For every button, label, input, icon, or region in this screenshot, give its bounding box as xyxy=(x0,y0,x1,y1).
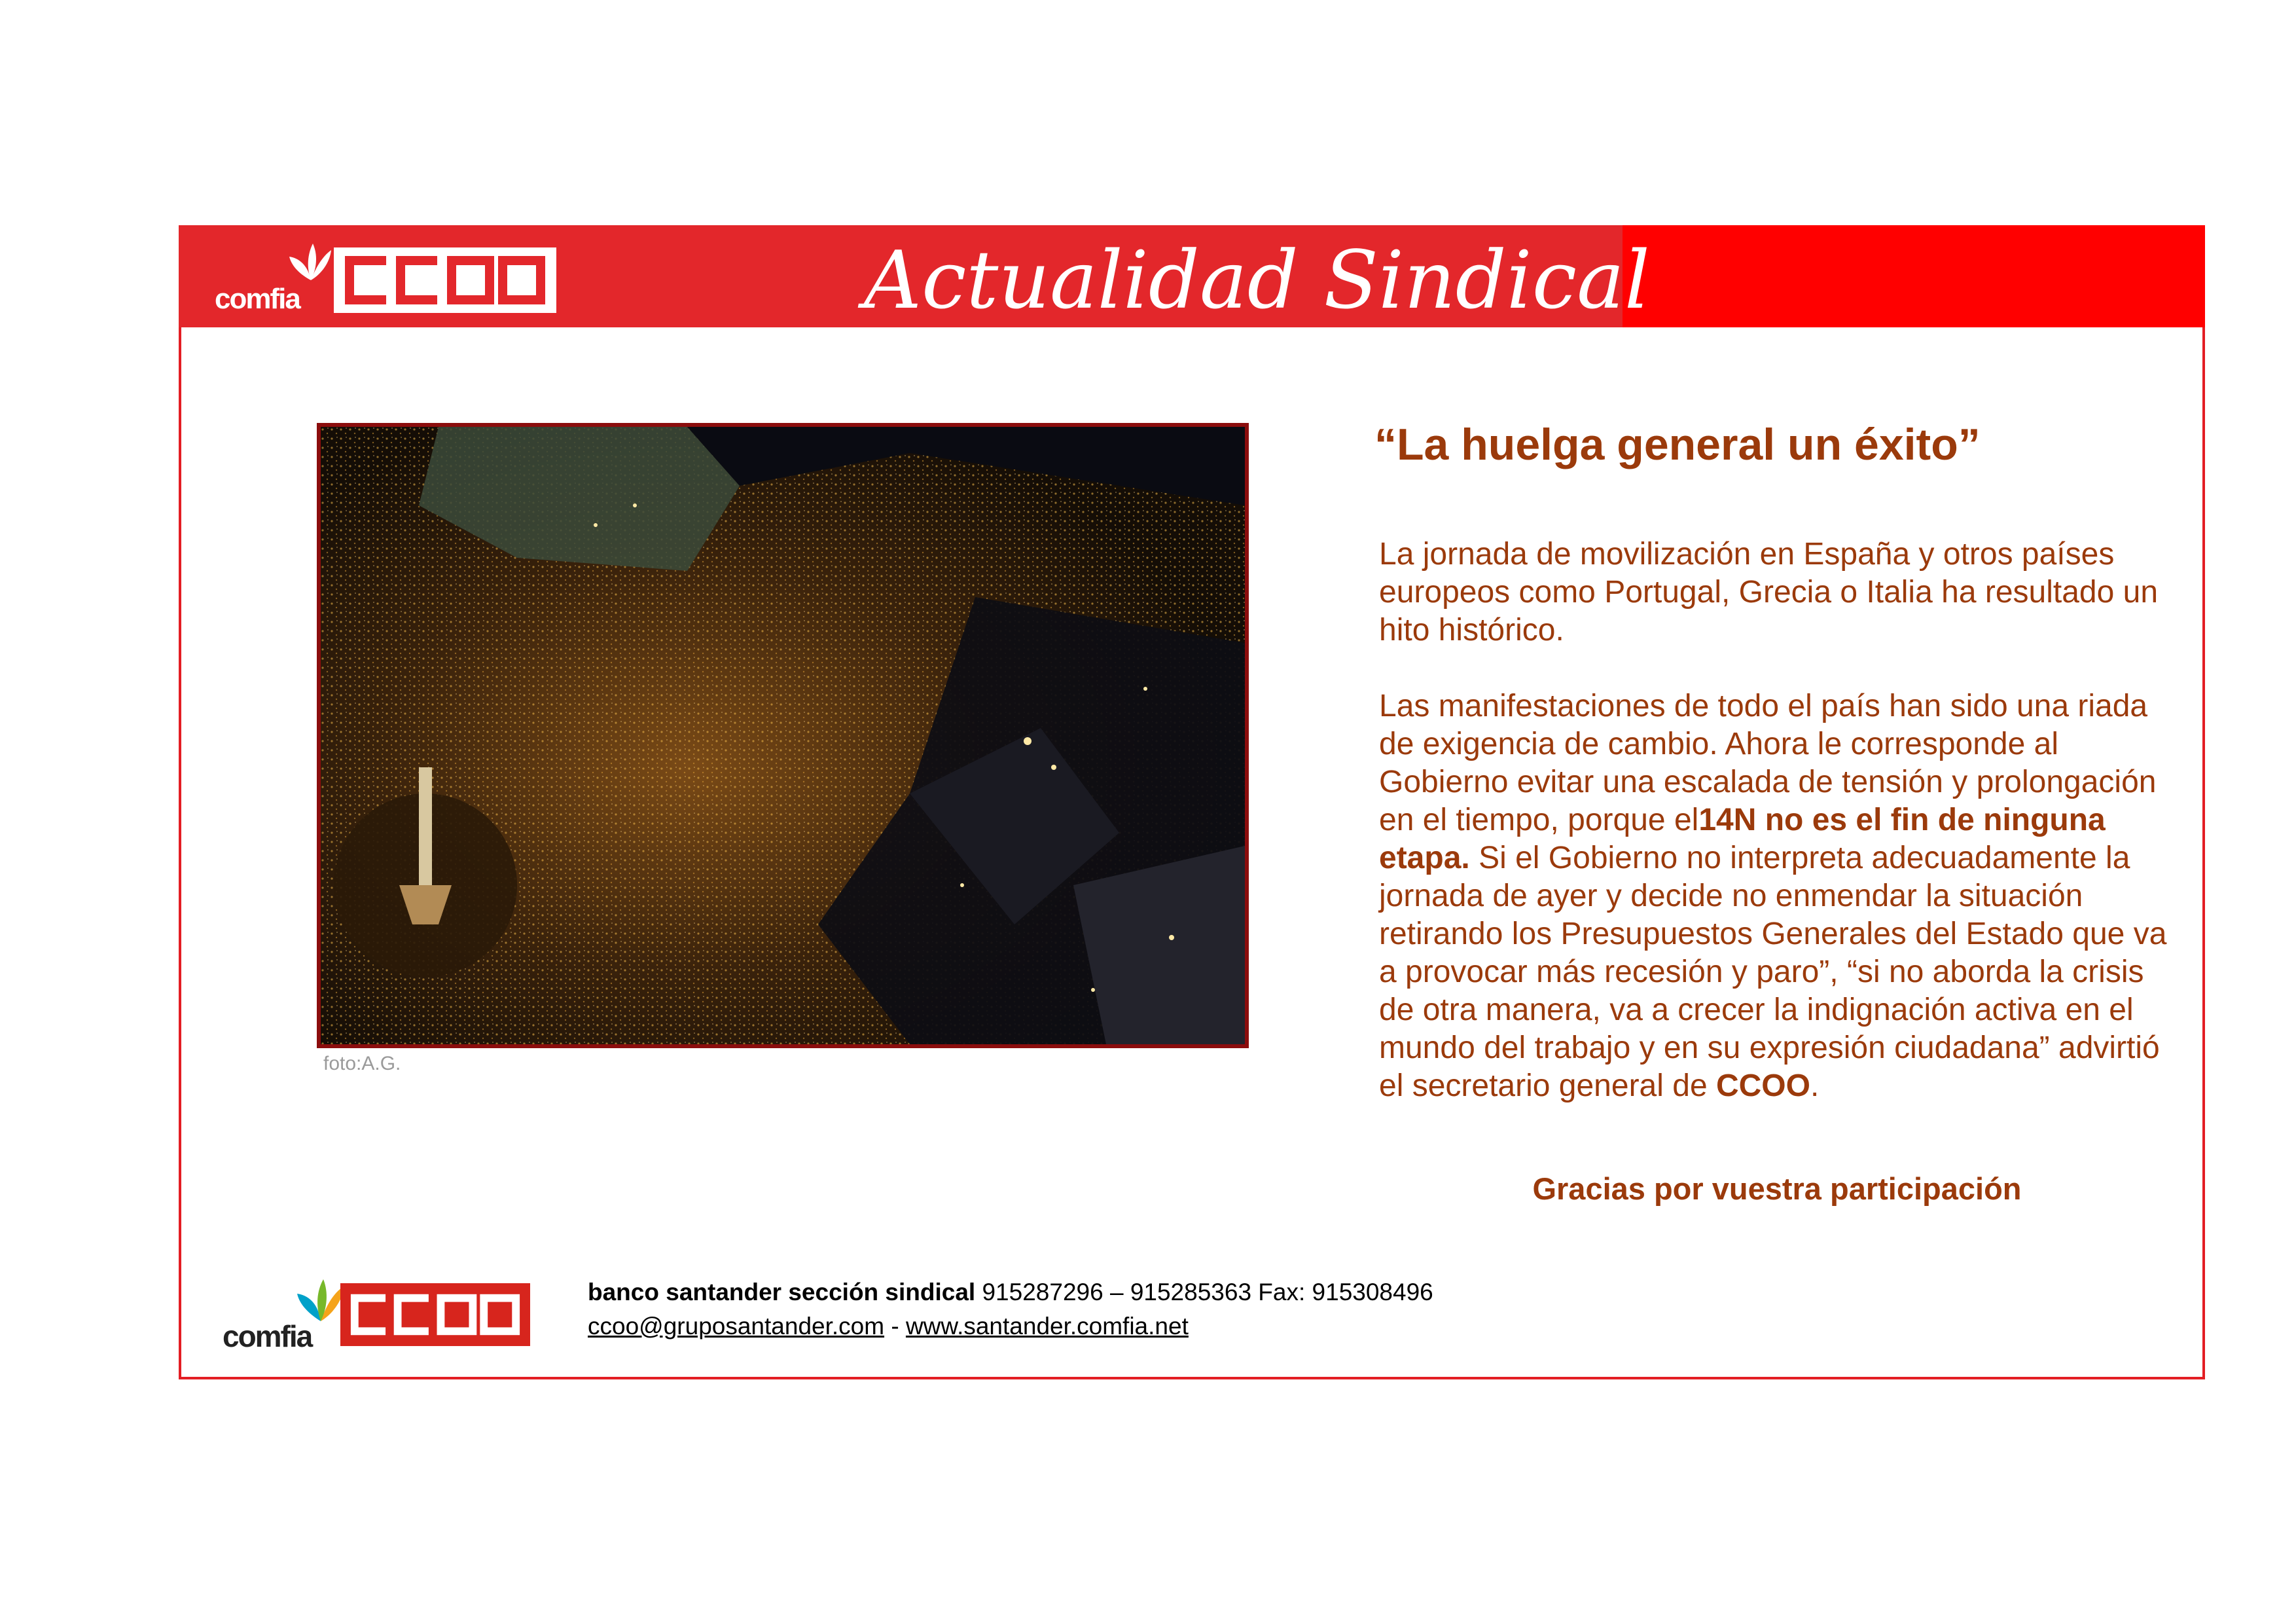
protest-aerial-photo xyxy=(317,423,1249,1048)
header-logo-ccoo xyxy=(334,247,556,313)
paragraph-2-end: . xyxy=(1810,1068,1820,1103)
footer-logo-ccoo xyxy=(340,1283,530,1346)
thanks-line: Gracias por vuestra participación xyxy=(1532,1171,2022,1206)
footer-logo-brand: comfia xyxy=(223,1319,312,1353)
footer-org: banco santander sección sindical xyxy=(588,1279,976,1305)
article-body xyxy=(1379,536,2184,1143)
paragraph-2-text-a: Las manifestaciones de todo el país han sido una riada de exigencia de cambio. Ahora le corresponde al Gobierno evitar una escalada de tensión y prolongación en el tiempo, porque el xyxy=(1379,689,2157,837)
leaf-icon xyxy=(288,242,334,282)
footer-separator: - xyxy=(884,1313,906,1340)
footer-line-1 xyxy=(588,1275,1433,1309)
header-logo-brand: comfia xyxy=(215,283,300,315)
masthead-title: Actualidad Sindical xyxy=(864,234,1650,327)
photo-caption: foto:A.G. xyxy=(323,1053,401,1074)
header-logo-union xyxy=(437,280,454,281)
header-logo xyxy=(209,242,563,318)
paragraph-2-union: CCOO xyxy=(1715,1068,1810,1103)
leaf-icon xyxy=(295,1277,347,1322)
footer-logo xyxy=(223,1277,537,1352)
paragraph-2-emphasis: 14N no es el fin de ninguna etapa. xyxy=(1379,803,2106,875)
footer-contact xyxy=(588,1275,1433,1343)
footer-website-link[interactable]: www.santander.comfia.net xyxy=(905,1313,1189,1340)
paragraph-2 xyxy=(1379,687,2184,1105)
footer-phones: 915287296 – 915285363 Fax: 915308496 xyxy=(975,1279,1433,1305)
paragraph-1: La jornada de movilización en España y otros países europeos como Portugal, Grecia o Italia ha resultado un hito histórico. xyxy=(1379,537,2159,647)
photo-illustration xyxy=(321,427,1245,1044)
article-headline: “La huelga general un éxito” xyxy=(1374,420,1981,469)
paragraph-2-text-b: Si el Gobierno no interpreta adecuadamente la jornada de ayer y decide no enmendar la situación retirando los Presupuestos Generales del Estado que va a provocar más recesión y paro”, “si no aborda la crisis de otra manera, va a crecer la indignación activa en el mundo del trabajo y en su expresión ciudadana” advirtió el secretario general de xyxy=(1379,841,2167,1103)
footer-line-2 xyxy=(588,1309,1433,1343)
footer-email-link[interactable]: ccoo@gruposantander.com xyxy=(588,1313,885,1340)
